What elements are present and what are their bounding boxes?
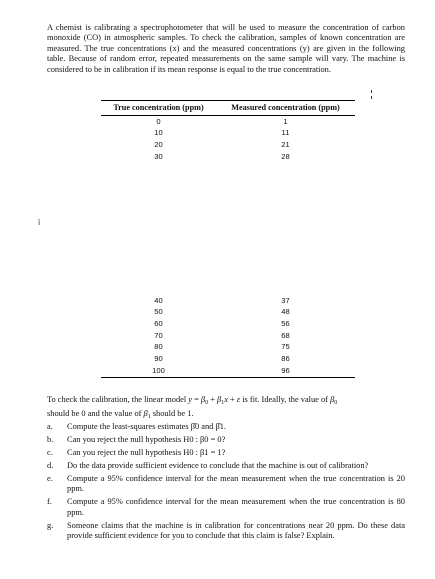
question-letter: b. — [47, 435, 54, 444]
table-row — [101, 353, 355, 365]
stray-mark-3: ì — [38, 218, 41, 227]
model-text-3: should be 0 and the value of — [47, 408, 144, 418]
question-item — [47, 435, 405, 445]
table-row — [101, 128, 355, 140]
measured-concentration-cell: 1 — [283, 116, 288, 126]
true-concentration-cell: 20 — [154, 140, 163, 150]
true-concentration-cell: 0 — [156, 116, 161, 126]
question-item — [47, 448, 405, 458]
measured-concentration-cell: 68 — [281, 330, 290, 340]
table-row — [101, 318, 355, 330]
measured-concentration-cell: 21 — [281, 140, 290, 150]
table-row — [101, 139, 355, 151]
stray-mark-2 — [371, 96, 372, 99]
true-concentration-cell: 100 — [101, 365, 216, 377]
table-row — [101, 151, 355, 163]
question-letter: g. — [47, 520, 54, 530]
measured-concentration-cell: 37 — [281, 295, 290, 305]
table-row — [101, 295, 355, 307]
question-letter: c. — [47, 448, 53, 457]
table-row — [101, 307, 355, 319]
model-equation: y — [188, 395, 192, 404]
model-description: To check the calibration, the linear model $y = \beta_0 + \beta_1x + \varepsilon$ is fit. Ideally, the value of $\beta_0$ should be 0 and the value of $\beta_1$ should be 1. — [47, 395, 338, 420]
question-item — [47, 422, 405, 432]
question-text: Compute a 95% confidence interval for the mean measurement when the true concentration is 80 ppm. — [67, 497, 405, 517]
model-text-2: is fit. Ideally, the value of — [240, 395, 331, 404]
question-item — [47, 474, 405, 495]
measured-concentration-cell: 96 — [216, 365, 355, 377]
question-item — [47, 461, 405, 471]
table-row — [101, 330, 355, 342]
true-concentration-cell: 80 — [154, 342, 163, 352]
question-list — [47, 422, 405, 544]
problem-intro: A chemist is calibrating a spectrophotometer that will be used to measure the concentration of carbon monoxide (CO) in atmospheric samples. To check the calibration, samples of known concentration are measured. The true concentrations (x) and the measured concentrations (y) are given in the following table. Because of random error, repeated measurements on the same sample will vary. The machine is considered to be in calibration if its mean response is equal to the true concentration. — [47, 23, 405, 74]
true-concentration-cell: 10 — [154, 128, 163, 138]
measured-concentration-cell: 86 — [281, 354, 290, 364]
table-row — [101, 365, 355, 377]
measured-concentration-cell: 48 — [281, 307, 290, 317]
model-text-1: To check the calibration, the linear model — [47, 395, 189, 404]
question-letter: e. — [47, 474, 53, 483]
question-text: Do the data provide sufficient evidence to conclude that the machine is out of calibration? — [67, 461, 369, 470]
question-text: Can you reject the null hypothesis H0 : β1 = 1? — [67, 448, 226, 457]
true-concentration-cell: 30 — [154, 151, 163, 161]
measured-concentration-cell: 11 — [281, 128, 290, 138]
question-letter: d. — [47, 461, 54, 470]
true-concentration-cell: 70 — [154, 330, 163, 340]
true-concentration-cell: 90 — [154, 354, 163, 364]
question-letter: f. — [47, 497, 52, 507]
model-text-4: should be 1. — [150, 408, 194, 418]
true-concentration-cell: 60 — [154, 319, 163, 329]
measured-concentration-cell: 75 — [281, 342, 290, 352]
header-true-concentration: True concentration (ppm) — [101, 101, 216, 116]
question-text: Compute the least-squares estimates β̂0 and β̂1. — [67, 422, 227, 431]
question-text: Someone claims that the machine is in calibration for concentrations near 20 ppm. Do these data provide sufficient evidence for you to conclude that this claim is false? Explain. — [67, 520, 405, 541]
header-measured-concentration: Measured concentration (ppm) — [216, 101, 355, 116]
question-item — [47, 497, 405, 518]
question-text: Can you reject the null hypothesis H0 : β0 = 0? — [67, 435, 226, 444]
true-concentration-cell: 40 — [154, 295, 163, 305]
question-text: Compute a 95% confidence interval for the mean measurement when the true concentration is 20 ppm. — [67, 474, 405, 494]
table-row — [101, 342, 355, 354]
table-row — [101, 116, 355, 128]
true-concentration-cell: 50 — [154, 307, 163, 317]
question-letter: a. — [47, 422, 53, 431]
measured-concentration-cell: 28 — [281, 151, 290, 161]
measured-concentration-cell: 56 — [281, 319, 290, 329]
stray-mark-1 — [371, 90, 372, 93]
concentration-table-bottom — [101, 295, 355, 378]
concentration-table-top — [101, 100, 355, 163]
question-item — [47, 521, 405, 542]
